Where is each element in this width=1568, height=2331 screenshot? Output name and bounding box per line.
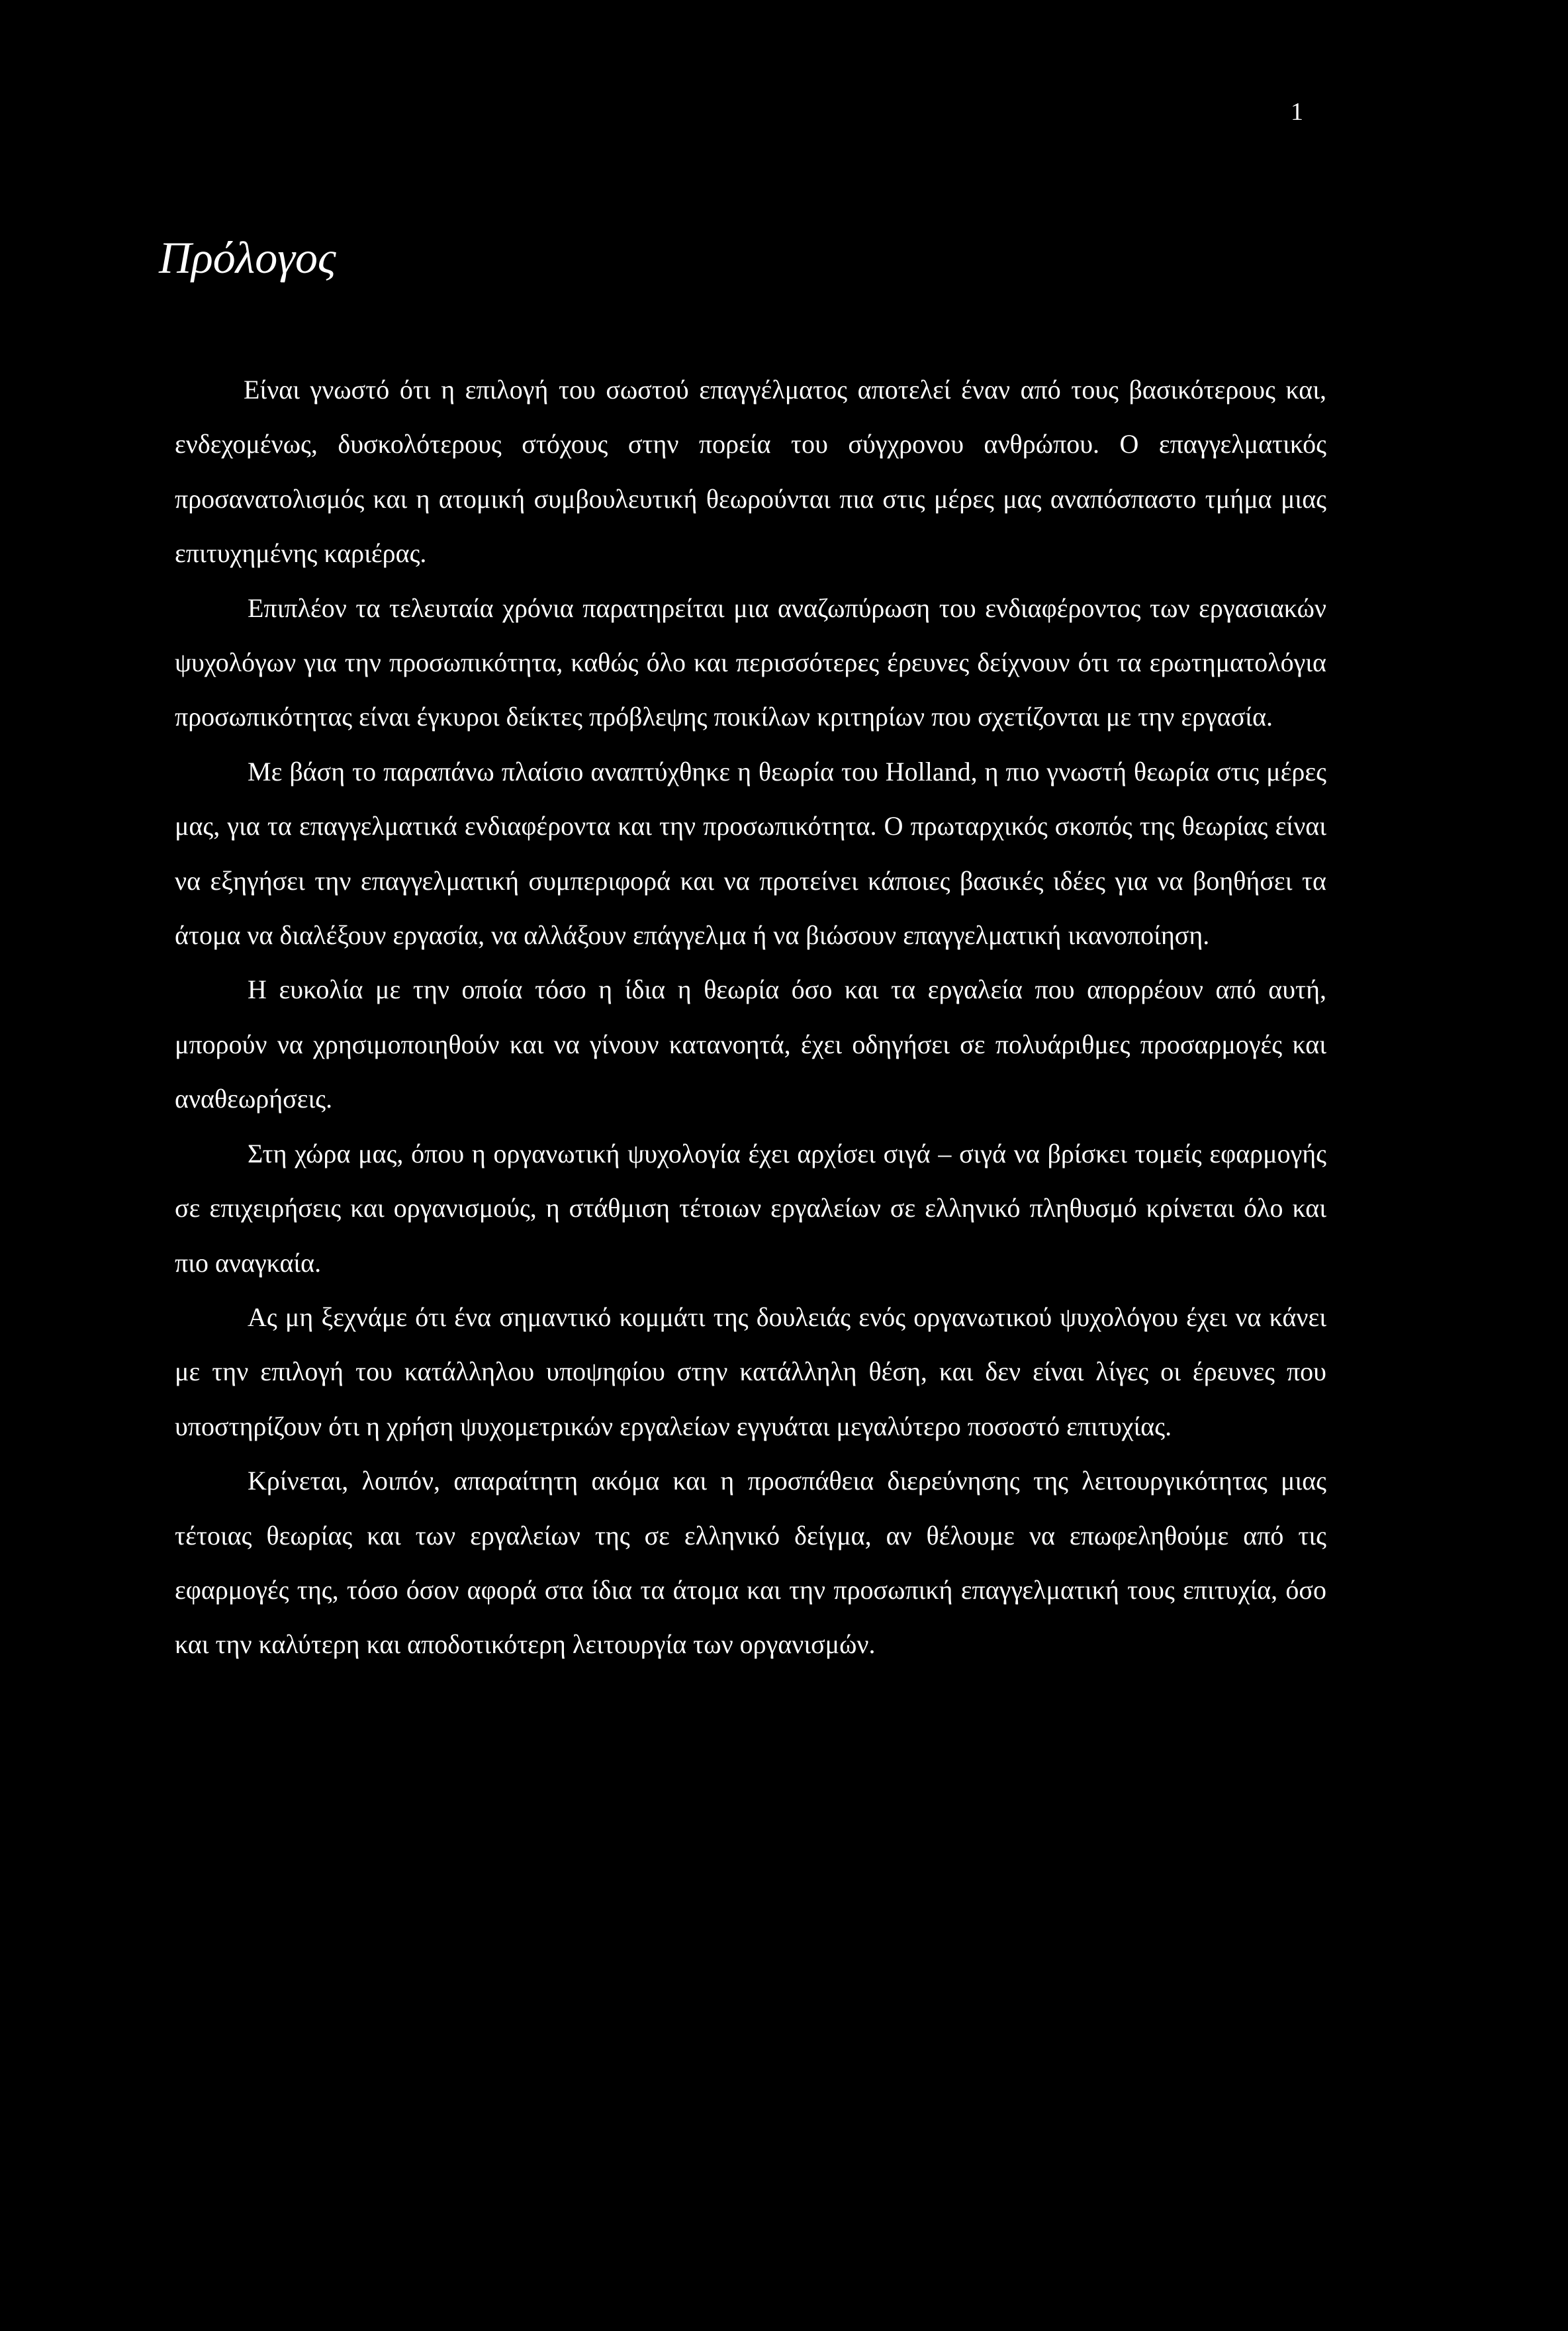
body-text: [175, 363, 1326, 1672]
paragraph-6: Ας μη ξεχνάμε ότι ένα σημαντικό κομμάτι της δουλειάς ενός οργανωτικού ψυχολόγου έχει να κάνει με την επιλογή του κατάλληλου υποψηφίου στην κατάλληλη θέση, και δεν είναι λίγες οι έρευνες που υποστηρίζουν ότι η χρήση ψυχομετρικών εργαλείων εγγυάται μεγαλύτερο ποσοστό επιτυχίας.: [175, 1302, 1326, 1441]
paragraph-7: Κρίνεται, λοιπόν, απαραίτητη ακόμα και η προσπάθεια διερεύνησης της λειτουργικότητας μιας τέτοιας θεωρίας και των εργαλείων της σε ελληνικό δείγμα, αν θέλουμε να επωφεληθούμε από τις εφαρμογές της, τόσο όσον αφορά στα ίδια τα άτομα και την προσωπική επαγγελματική τους επιτυχία, όσο και την καλύτερη και αποδοτικότερη λειτουργία των οργανισμών.: [175, 1466, 1326, 1660]
paragraph-3: Με βάση το παραπάνω πλαίσιο αναπτύχθηκε η θεωρία του Holland, η πιο γνωστή θεωρία στις μέρες μας, για τα επαγγελματικά ενδιαφέροντα και την προσωπικότητα. Ο πρωταρχικός σκοπός της θεωρίας είναι να εξηγήσει την επαγγελματική συμπεριφορά και να προτείνει κάποιες βασικές ιδέες για να βοηθήσει τα άτομα να διαλέξουν εργασία, να αλλάξουν επάγγελμα ή να βιώσουν επαγγελματική ικανοποίηση.: [175, 756, 1326, 951]
page-title: Πρόλογος: [159, 232, 336, 283]
page-number: 1: [1291, 98, 1303, 126]
paragraph-1: Είναι γνωστό ότι η επιλογή του σωστού επαγγέλματος αποτελεί έναν από τους βασικότερους και, ενδεχομένως, δυσκολότερους στόχους στην πορεία του σύγχρονου ανθρώπου. Ο επαγγελματικός προσανατολισμός και η ατομική συμβουλευτική θεωρούνται πια στις μέρες μας αναπόσπαστο τμήμα μιας επιτυχημένης καριέρας.: [175, 375, 1326, 569]
paragraph-2: Επιπλέον τα τελευταία χρόνια παρατηρείται μια αναζωπύρωση του ενδιαφέροντος των εργασιακών ψυχολόγων για την προσωπικότητα, καθώς όλο και περισσότερες έρευνες δείχνουν ότι τα ερωτηματολόγια προσωπικότητας είναι έγκυροι δείκτες πρόβλεψης ποικίλων κριτηρίων που σχετίζονται με την εργασία.: [175, 593, 1326, 732]
paragraph-5: Στη χώρα μας, όπου η οργανωτική ψυχολογία έχει αρχίσει σιγά – σιγά να βρίσκει τομείς εφαρμογής σε επιχειρήσεις και οργανισμούς, η στάθμιση τέτοιων εργαλείων σε ελληνικό πληθυσμό κρίνεται όλο και πιο αναγκαία.: [175, 1138, 1326, 1278]
paragraph-4: Η ευκολία με την οποία τόσο η ίδια η θεωρία όσο και τα εργαλεία που απορρέουν από αυτή, μπορούν να χρησιμοποιηθούν και να γίνουν κατανοητά, έχει οδηγήσει σε πολυάριθμες προσαρμογές και αναθεωρήσεις.: [175, 975, 1326, 1114]
